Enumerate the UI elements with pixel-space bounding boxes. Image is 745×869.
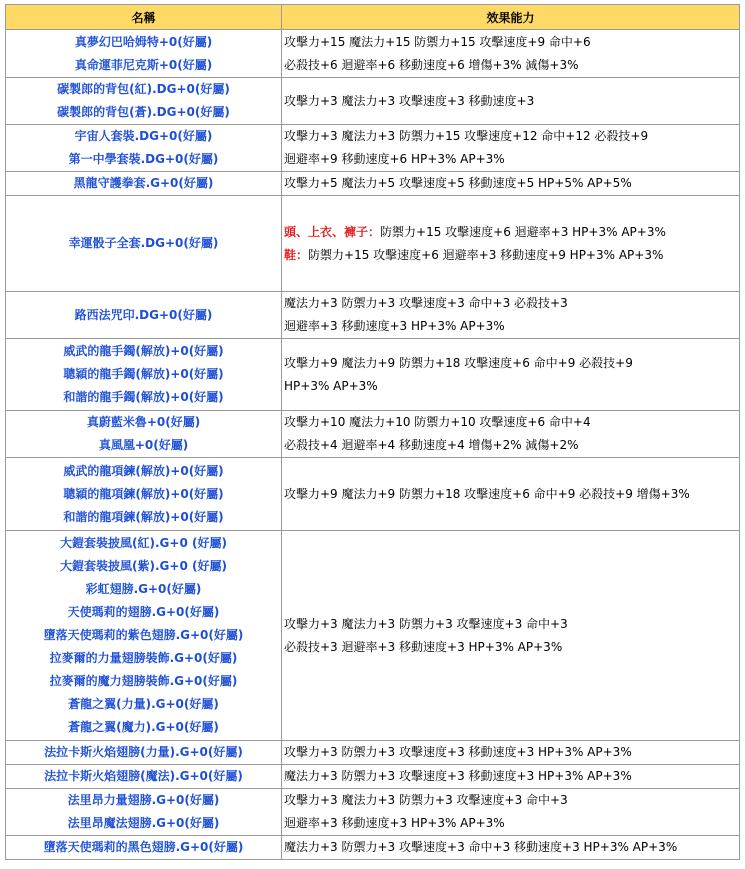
item-name-cell [6, 741, 282, 765]
item-name-cell [6, 458, 282, 531]
item-effect-cell [282, 196, 740, 292]
item-name: 大鎧套裝披風(紅).G+0 (好屬) [60, 536, 227, 550]
item-name-cell [6, 789, 282, 836]
item-name: 真風凰+0(好屬) [98, 438, 189, 452]
effect-line: 魔法力+3 防禦力+3 攻擊速度+3 移動速度+3 HP+3% AP+3% [284, 769, 632, 783]
item-name: 聰穎的龍手鐲(解放)+0(好屬) [63, 367, 224, 381]
item-name-cell [6, 78, 282, 125]
item-name-cell [6, 30, 282, 78]
effect-line: 攻擊力+3 防禦力+3 攻擊速度+3 移動速度+3 HP+3% AP+3% [284, 745, 632, 759]
equipment-slot-label: 鞋： [284, 247, 309, 262]
item-name: 法拉卡斯火焰翅膀(力量).G+0(好屬) [44, 745, 243, 759]
effect-line: 必殺技+3 迴避率+3 移動速度+3 HP+3% AP+3% [284, 639, 563, 654]
item-effect-cell [282, 765, 740, 789]
item-name: 蒼龍之翼(力量).G+0(好屬) [68, 697, 219, 711]
effect-line: 迴避率+3 移動速度+3 HP+3% AP+3% [284, 816, 505, 830]
item-name: 第一中學套裝.DG+0(好屬) [68, 152, 219, 166]
item-name-cell [6, 339, 282, 411]
item-name: 碳製郎的背包(紅).DG+0(好屬) [57, 82, 230, 96]
item-effect-cell [282, 172, 740, 196]
item-name: 和諧的龍項鍊(解放)+0(好屬) [63, 509, 224, 524]
effect-column-header: 效果能力 [282, 5, 740, 30]
item-name: 法拉卡斯火焰翅膀(魔法).G+0(好屬) [44, 769, 243, 783]
item-name: 路西法咒印.DG+0(好屬) [74, 307, 213, 322]
table-body [6, 30, 740, 860]
item-effect-cell [282, 458, 740, 531]
effect-line: 迴避率+3 移動速度+3 HP+3% AP+3% [284, 319, 505, 333]
item-effects-table [5, 4, 740, 860]
item-effect-cell [282, 531, 740, 741]
table-row [6, 765, 740, 789]
item-effect-cell [282, 741, 740, 765]
table-row [6, 78, 740, 125]
effect-line: 攻擊力+9 魔法力+9 防禦力+18 攻擊速度+6 命中+9 必殺技+9 增傷+3% [284, 486, 690, 501]
item-effect-cell [282, 292, 740, 339]
item-name: 彩虹翅膀.G+0(好屬) [85, 582, 202, 596]
table-row [6, 531, 740, 741]
item-name: 蒼龍之翼(魔力).G+0(好屬) [68, 720, 219, 734]
item-name: 真蔚藍米魯+0(好屬) [86, 415, 201, 429]
item-name: 真命運菲尼克斯+0(好屬) [74, 57, 213, 72]
effect-text: 防禦力+15 攻擊速度+6 迴避率+3 HP+3% AP+3% [380, 224, 666, 239]
item-name: 真夢幻巴哈姆特+0(好屬) [74, 34, 213, 49]
item-name: 威武的龍手鐲(解放)+0(好屬) [63, 344, 224, 358]
item-name-cell [6, 125, 282, 172]
table-row [6, 172, 740, 196]
table-row [6, 339, 740, 411]
item-name: 碳製郎的背包(蒼).DG+0(好屬) [57, 105, 230, 119]
effect-line: 攻擊力+3 魔法力+3 防禦力+3 攻擊速度+3 命中+3 [284, 793, 568, 807]
item-effect-cell [282, 30, 740, 78]
table-row [6, 125, 740, 172]
item-name: 拉麥爾的魔力翅膀裝飾.G+0(好屬) [49, 674, 238, 688]
item-name: 拉麥爾的力量翅膀裝飾.G+0(好屬) [49, 651, 238, 665]
effect-line [284, 221, 739, 244]
effect-line: 必殺技+4 迴避率+4 移動速度+4 增傷+2% 減傷+2% [284, 438, 579, 452]
item-name: 和諧的龍手鐲(解放)+0(好屬) [63, 390, 224, 404]
item-name: 黑龍守護拳套.G+0(好屬) [73, 176, 214, 190]
item-name: 法里昂力量翅膀.G+0(好屬) [67, 793, 220, 807]
table-row [6, 411, 740, 458]
table-row [6, 789, 740, 836]
item-effect-cell [282, 78, 740, 125]
item-name: 墮落天使瑪莉的黑色翅膀.G+0(好屬) [43, 840, 244, 854]
item-name: 天使瑪莉的翅膀.G+0(好屬) [67, 605, 220, 619]
effect-line: 攻擊力+10 魔法力+10 防禦力+10 攻擊速度+6 命中+4 [284, 415, 591, 429]
name-column-header: 名稱 [6, 5, 282, 30]
item-name: 墮落天使瑪莉的紫色翅膀.G+0(好屬) [43, 628, 244, 642]
effect-line: 攻擊力+5 魔法力+5 攻擊速度+5 移動速度+5 HP+5% AP+5% [284, 176, 632, 190]
effect-line: 魔法力+3 防禦力+3 攻擊速度+3 命中+3 移動速度+3 HP+3% AP+3% [284, 840, 678, 854]
item-effect-cell [282, 339, 740, 411]
effect-line: 攻擊力+15 魔法力+15 防禦力+15 攻擊速度+9 命中+6 [284, 34, 591, 49]
effect-line: 攻擊力+3 魔法力+3 攻擊速度+3 移動速度+3 [284, 93, 535, 108]
effect-line: 攻擊力+3 魔法力+3 防禦力+3 攻擊速度+3 命中+3 [284, 616, 568, 631]
item-name: 幸運骰子全套.DG+0(好屬) [68, 236, 219, 250]
item-name: 聰穎的龍項鍊(解放)+0(好屬) [63, 486, 224, 501]
item-effect-cell [282, 789, 740, 836]
equipment-slot-label: 頭、上衣、褲子： [284, 224, 381, 239]
item-name-cell [6, 836, 282, 860]
item-name-cell [6, 411, 282, 458]
effect-line: 魔法力+3 防禦力+3 攻擊速度+3 命中+3 必殺技+3 [284, 296, 568, 310]
effect-line: 必殺技+6 迴避率+6 移動速度+6 增傷+3% 減傷+3% [284, 57, 579, 72]
item-effect-cell [282, 836, 740, 860]
effect-line: 攻擊力+3 魔法力+3 防禦力+15 攻擊速度+12 命中+12 必殺技+9 [284, 129, 649, 143]
item-name-cell [6, 765, 282, 789]
table-row [6, 741, 740, 765]
effect-line: 攻擊力+9 魔法力+9 防禦力+18 攻擊速度+6 命中+9 必殺技+9 [284, 355, 633, 370]
item-effects-table-wrapper [5, 4, 740, 860]
item-name-cell [6, 196, 282, 292]
effect-line: 迴避率+9 移動速度+6 HP+3% AP+3% [284, 152, 505, 166]
item-name: 大鎧套裝披風(紫).G+0 (好屬) [60, 559, 227, 573]
table-row [6, 30, 740, 78]
item-name: 宇宙人套裝.DG+0(好屬) [74, 129, 213, 143]
item-effect-cell [282, 411, 740, 458]
item-name-cell [6, 531, 282, 741]
effect-line [284, 244, 739, 267]
item-name-cell [6, 172, 282, 196]
table-row [6, 458, 740, 531]
effect-line: HP+3% AP+3% [284, 378, 378, 393]
item-name: 法里昂魔法翅膀.G+0(好屬) [67, 816, 220, 830]
table-row [6, 292, 740, 339]
effect-text: 防禦力+15 攻擊速度+6 迴避率+3 移動速度+9 HP+3% AP+3% [308, 247, 664, 262]
table-row [6, 836, 740, 860]
item-name-cell [6, 292, 282, 339]
table-header-row [6, 5, 740, 30]
item-effect-cell [282, 125, 740, 172]
item-name: 威武的龍項鍊(解放)+0(好屬) [63, 463, 224, 478]
table-row [6, 196, 740, 292]
